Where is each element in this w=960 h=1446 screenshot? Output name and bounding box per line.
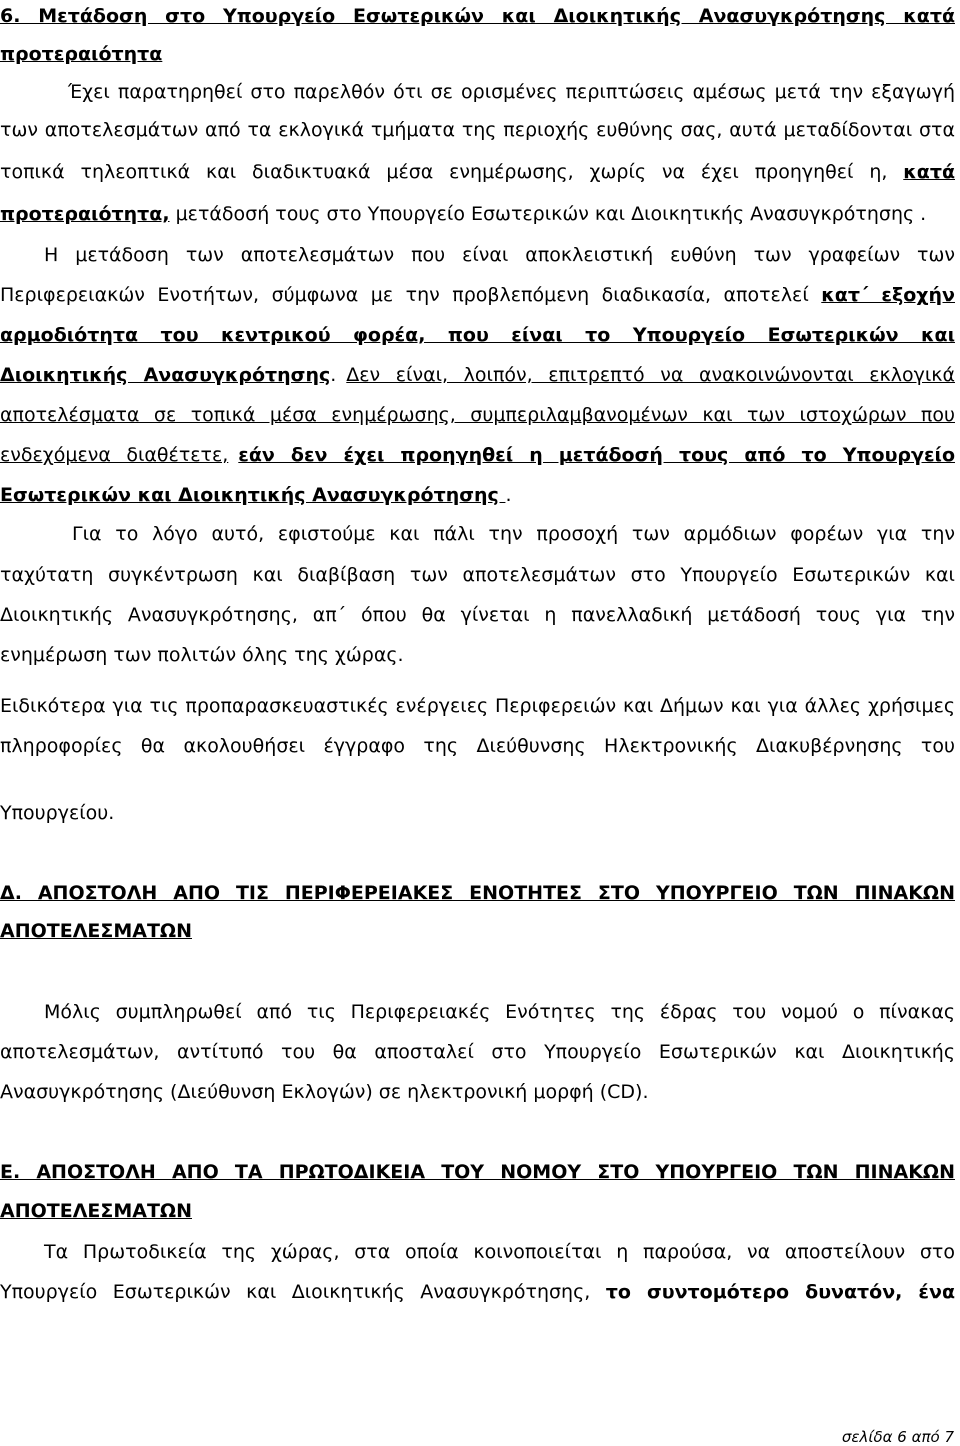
emphasis-span: προτεραιότητα, [0,203,170,225]
section-6-heading-line-1: 6. Μετάδοση στο Υπουργείο Εσωτερικών και Διοικητικής Ανασυγκρότησης κατά [0,5,955,27]
section-e-p1-line-2 [0,1280,955,1304]
section-6-p2-line-3: αρμοδιότητα του κεντρικού φορέα, που είναι το Υπουργείο Εσωτερικών και [0,324,955,346]
text-span: Υπουργείο Εσωτερικών και Διοικητικής Ανασυγκρότησης, [0,1281,606,1303]
section-6-p3-line-4: ενημέρωση των πολιτών όλης της χώρας. [0,644,404,666]
section-6-p2-line-6 [0,443,955,467]
underlined-span: Δεν είναι, λοιπόν, επιτρεπτό να ανακοινώνονται εκλογικά [346,364,955,386]
section-6-p2-line-5: αποτελέσματα σε τοπικά μέσα ενημέρωσης, συμπεριλαμβανομένων και των ιστοχώρων που [0,404,955,426]
emphasis-span: Εσωτερικών και Διοικητικής Ανασυγκρότησης [0,484,506,506]
section-6-p1-line-4 [0,202,955,226]
section-e-p1-line-1: Τα Πρωτοδικεία της χώρας, στα οποία κοινοποιείται η παρούσα, να αποστείλουν στο [44,1241,955,1263]
section-6-p4-line-1: Ειδικότερα για τις προπαρασκευαστικές ενέργειες Περιφερειών και Δήμων και για άλλες χρήσιμες [0,695,955,717]
section-6-p4-line-3: Υπουργείου. [0,802,115,824]
bold-span: το συντομότερο δυνατόν, ένα [605,1281,955,1303]
section-e-heading-line-2: ΑΠΟΤΕΛΕΣΜΑΤΩΝ [0,1200,192,1222]
text-span: . [330,364,337,386]
section-6-p2-line-1: Η μετάδοση των αποτελεσμάτων που είναι αποκλειστική ευθύνη των γραφείων των [44,244,955,266]
section-6-p3-line-2: ταχύτατη συγκέντρωση και διαβίβαση των αποτελεσμάτων στο Υπουργείο Εσωτερικών και [0,564,955,586]
section-6-p3-line-1: Για το λόγο αυτό, εφιστούμε και πάλι την προσοχή των αρμόδιων φορέων για την [72,523,955,545]
section-6-heading-line-2: προτεραιότητα [0,43,163,65]
section-d-p1-line-3: Ανασυγκρότησης (Διεύθυνση Εκλογών) σε ηλεκτρονική μορφή (CD). [0,1081,649,1103]
section-6-p2-line-4 [0,363,955,387]
section-d-heading-line-1: Δ. ΑΠΟΣΤΟΛΗ ΑΠΟ ΤΙΣ ΠΕΡΙΦΕΡΕΙΑΚΕΣ ΕΝΟΤΗΤΕΣ ΣΤΟ ΥΠΟΥΡΓΕΙΟ ΤΩΝ ΠΙΝΑΚΩΝ [0,882,955,904]
section-d-p1-line-1: Μόλις συμπληρωθεί από τις Περιφερειακές Ενότητες της έδρας του νομού ο πίνακας [44,1001,955,1023]
section-d-p1-line-2: αποτελεσμάτων, αντίτυπό του θα αποσταλεί στο Υπουργείο Εσωτερικών και Διοικητικής [0,1041,955,1063]
emphasis-span: κατ΄ εξοχήν [821,284,955,306]
emphasis-span: εάν δεν έχει προηγηθεί η μετάδοσή τους από το Υπουργείο [238,444,955,466]
section-6-p1-line-3 [0,160,955,184]
section-6-p1-line-1: Έχει παρατηρηθεί στο παρελθόν ότι σε ορισμένες περιπτώσεις αμέσως μετά την εξαγωγή [68,81,955,103]
text-span: Περιφερειακών Ενοτήτων, σύμφωνα με την προβλεπόμενη διαδικασία, αποτελεί [0,284,822,306]
section-6-p4-line-2: πληροφορίες θα ακολουθήσει έγγραφο της Διεύθυνσης Ηλεκτρονικής Διακυβέρνησης του [0,735,955,757]
section-d-heading-line-2: ΑΠΟΤΕΛΕΣΜΑΤΩΝ [0,920,192,942]
text-span: . [505,484,512,506]
page-number: σελίδα 6 από 7 [841,1428,954,1446]
section-6-p2-line-7 [0,483,955,507]
emphasis-span: Διοικητικής Ανασυγκρότησης [0,364,331,386]
emphasis-span: κατά [903,161,955,183]
section-e-heading-line-1: Ε. ΑΠΟΣΤΟΛΗ ΑΠΟ ΤΑ ΠΡΩΤΟΔΙΚΕΙΑ ΤΟΥ ΝΟΜΟΥ ΣΤΟ ΥΠΟΥΡΓΕΙΟ ΤΩΝ ΠΙΝΑΚΩΝ [0,1161,955,1183]
text-span: τοπικά τηλεοπτικά και διαδικτυακά μέσα ενημέρωσης, χωρίς να έχει προηγηθεί η, [0,161,904,183]
underlined-span: ενδεχόμενα διαθέτετε, [0,444,229,466]
section-6-p2-line-2 [0,283,955,307]
section-6-p1-line-2: των αποτελεσμάτων από τα εκλογικά τμήματα της περιοχής ευθύνης σας, αυτά μεταδίδονται στα [0,119,955,141]
section-6-p3-line-3: Διοικητικής Ανασυγκρότησης, απ΄ όπου θα γίνεται η πανελλαδική μετάδοσή τους για την [0,604,955,626]
text-span: μετάδοσή τους στο Υπουργείο Εσωτερικών και Διοικητικής Ανασυγκρότησης . [169,203,927,225]
